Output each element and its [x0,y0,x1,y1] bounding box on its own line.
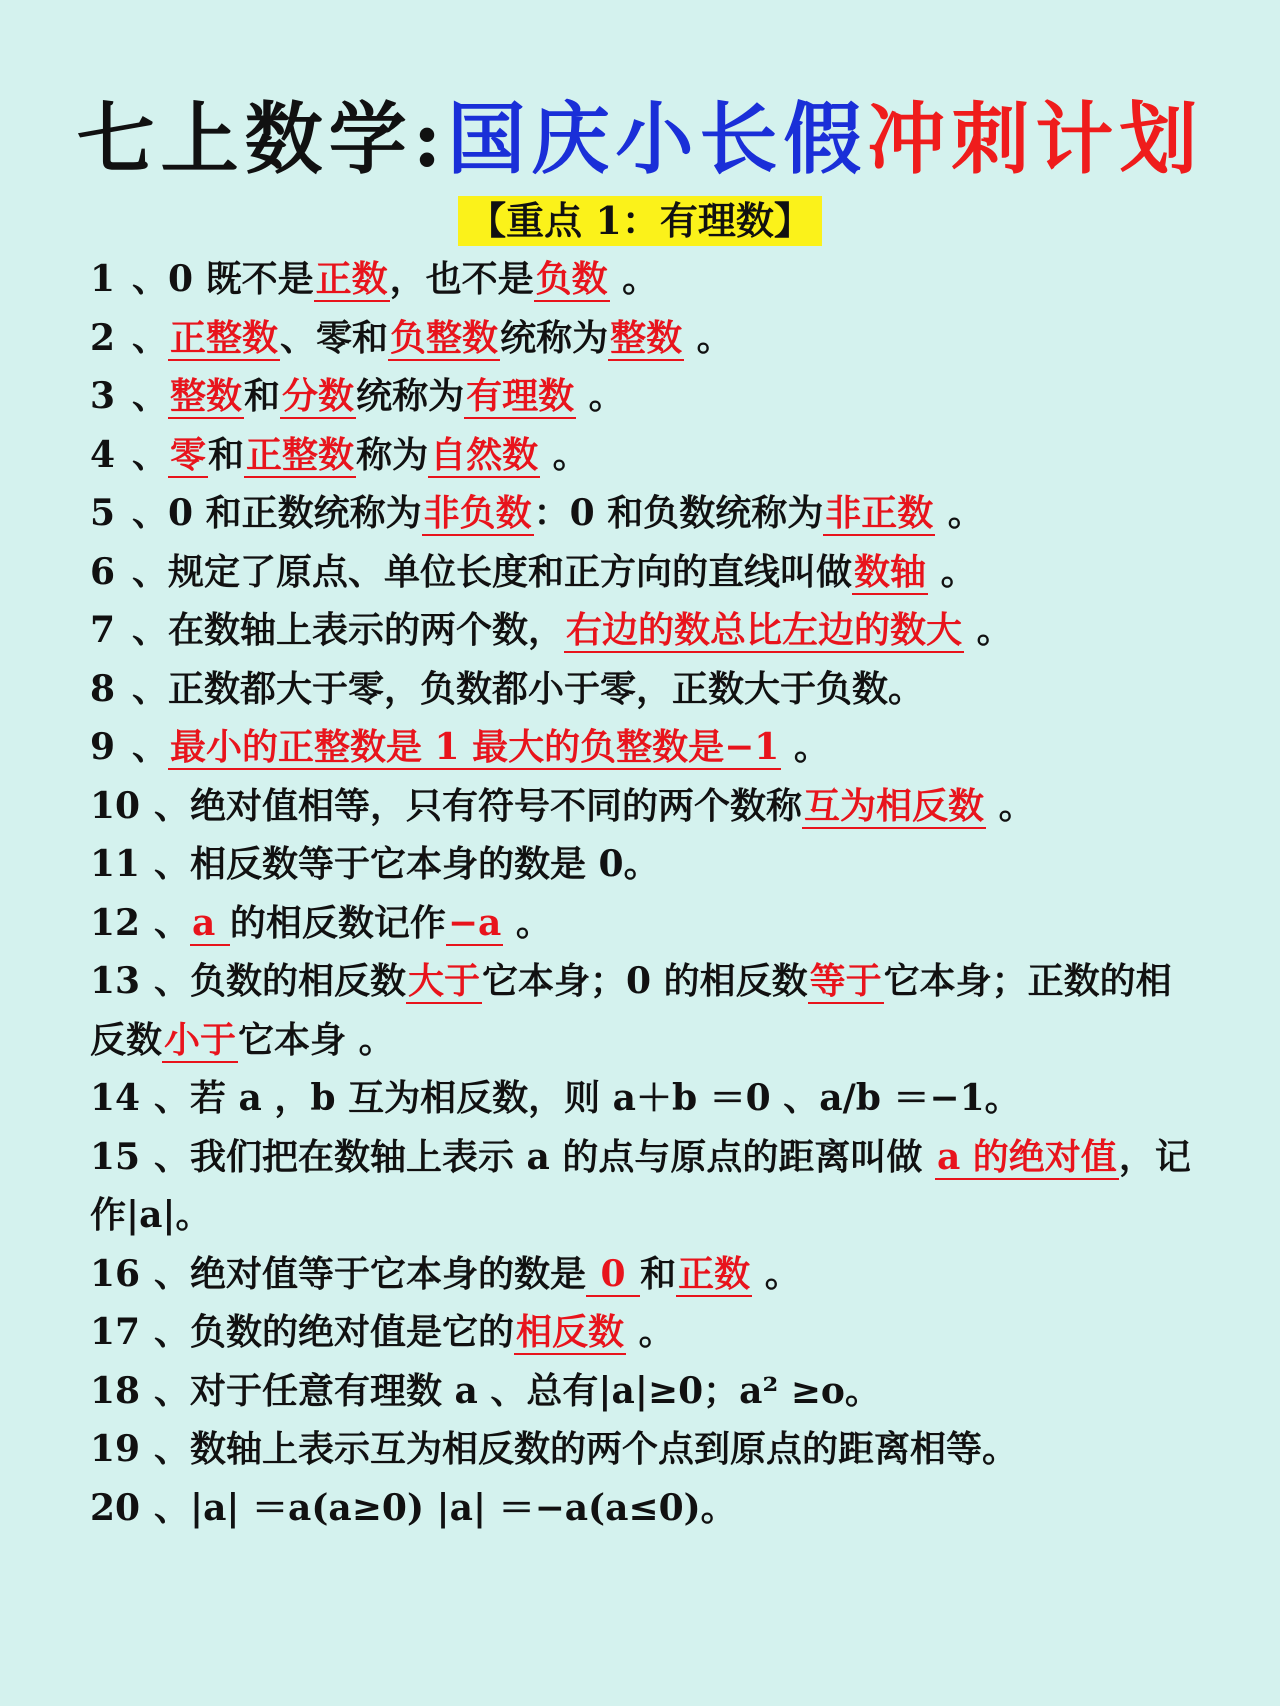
knowledge-point-list [90,250,1200,1537]
highlighted-term: 最小的正整数是 1 最大的负整数是−1 [170,726,780,768]
highlighted-term: 负数 [535,258,608,300]
item-text: 、 [132,433,169,476]
item-number: 10 [90,784,141,827]
item-text: 称为 [356,433,429,476]
highlighted-term: 正数 [678,1252,751,1295]
highlighted-term: 自然数 [430,433,539,476]
item-text: 。 [503,901,552,944]
item-text: 。 [928,550,977,593]
highlighted-term: 等于 [809,960,882,1002]
highlighted-term: a [192,901,228,944]
highlighted-term: 有理数 [466,375,575,417]
item-text: ，也不是 [389,258,534,300]
item-number: 13 [90,960,141,1002]
item-number: 17 [90,1311,141,1353]
list-item [90,484,1200,543]
item-text: 。 [964,609,1013,651]
list-item [90,1479,1200,1538]
list-item [90,426,1200,485]
item-text: 的相反数记作 [229,901,446,944]
item-number: 15 [90,1135,141,1178]
item-number: 14 [90,1077,141,1119]
highlighted-term: 0 [588,1252,639,1295]
page-title [0,92,1280,188]
highlighted-term: 相反数 [516,1311,625,1353]
item-text: 和 [640,1252,677,1295]
item-text: 它本身 。 [238,1018,395,1061]
item-text: 、我们把在数轴上表示 a 的点与原点的距离叫做 [154,1135,935,1178]
item-text: 、对于任意有理数 a 、总有|a|≥0；a² ≥o。 [154,1369,881,1412]
item-text: 、|a| ＝a(a≥0) |a| ＝−a(a≤0)。 [154,1486,737,1529]
item-text: 统称为 [356,375,465,417]
item-number: 18 [90,1369,141,1412]
item-text: 统称为 [500,316,609,359]
list-item [90,1362,1200,1421]
highlighted-term: 数轴 [854,550,927,593]
highlighted-term: 互为相反数 [804,784,985,827]
list-item [90,1245,1200,1304]
list-item [90,835,1200,894]
list-item [90,250,1200,309]
item-number: 1 [90,258,116,300]
item-text: 、 [132,375,169,417]
item-number: 16 [90,1252,141,1295]
highlighted-term: 负整数 [390,316,499,359]
highlighted-term: 分数 [282,375,355,417]
highlighted-term: 整数 [170,375,243,417]
list-item [90,1128,1200,1245]
list-item [90,1420,1200,1479]
item-text: 、绝对值相等，只有符号不同的两个数称 [154,784,803,827]
highlighted-term: 整数 [610,316,683,359]
item-text: 、 [154,901,191,944]
list-item [90,1069,1200,1128]
item-number: 3 [90,375,116,417]
list-item [90,777,1200,836]
highlighted-term: 小于 [164,1018,237,1061]
item-number: 12 [90,901,141,944]
highlighted-term: 非正数 [825,492,934,534]
highlighted-term: 零 [170,433,207,476]
item-text: 和 [244,375,281,417]
item-text: 。 [626,1311,675,1353]
subtitle-container [0,196,1280,246]
highlighted-term: 正数 [315,258,388,300]
item-text: 、相反数等于它本身的数是 0。 [154,843,660,885]
item-number: 6 [90,550,116,593]
highlighted-term: 右边的数总比左边的数大 [566,609,963,651]
item-text: 、规定了原点、单位长度和正方向的直线叫做 [132,550,853,593]
list-item [90,718,1200,777]
item-text: 。 [540,433,589,476]
subtitle-banner: 【重点 1：有理数】 [458,196,822,246]
title-part-1: 七上数学: [76,94,448,185]
item-text: ，记作|a|。 [90,1135,1191,1236]
item-text: 。 [576,375,625,417]
highlighted-term: 正整数 [246,433,355,476]
item-number: 11 [90,843,141,885]
item-text: 、在数轴上表示的两个数， [132,609,565,651]
title-part-2: 国庆小长假 [447,94,868,185]
item-text: 。 [609,258,659,300]
item-text: 。 [935,492,984,534]
item-text: 。 [752,1252,801,1295]
item-text: ：0 和负数统称为 [533,492,824,534]
item-number: 5 [90,492,116,534]
item-number: 9 [90,726,116,768]
item-text: 。 [781,726,830,768]
item-number: 2 [90,316,116,359]
item-text: 、绝对值等于它本身的数是 [154,1252,587,1295]
highlighted-term: 大于 [408,960,481,1002]
highlighted-term: 非负数 [423,492,532,534]
list-item [90,367,1200,426]
item-text: 、0 既不是 [132,258,314,300]
item-text: 。 [684,316,733,359]
item-number: 20 [90,1486,141,1529]
highlighted-term: a 的绝对值 [936,1135,1117,1178]
item-text: 它本身；0 的相反数 [482,960,808,1002]
list-item [90,601,1200,660]
highlighted-term: 正整数 [170,316,279,359]
list-item [90,660,1200,719]
item-text: 、 [132,726,169,768]
list-item [90,894,1200,953]
item-text: 。 [986,784,1035,827]
item-number: 8 [90,667,116,710]
item-text: 、负数的相反数 [154,960,407,1002]
item-text: 、数轴上表示互为相反数的两个点到原点的距离相等。 [154,1428,1019,1470]
item-number: 7 [90,609,116,651]
item-text: 、若 a ，b 互为相反数，则 a＋b ＝0 、a/b ＝−1。 [154,1077,1021,1119]
title-part-3: 冲刺计划 [867,94,1204,185]
item-text: 、 [132,316,169,359]
list-item [90,952,1200,1069]
list-item [90,309,1200,368]
item-text: 和 [208,433,245,476]
item-text: 、正数都大于零，负数都小于零，正数大于负数。 [132,667,925,710]
highlighted-term: −a [447,901,502,944]
item-text: 、零和 [280,316,389,359]
item-text: 、0 和正数统称为 [132,492,422,534]
list-item [90,543,1200,602]
item-text: 它本身；正数的相反数 [90,960,1172,1061]
item-text: 、负数的绝对值是它的 [154,1311,515,1353]
item-number: 4 [90,433,116,476]
item-number: 19 [90,1428,141,1470]
list-item [90,1303,1200,1362]
